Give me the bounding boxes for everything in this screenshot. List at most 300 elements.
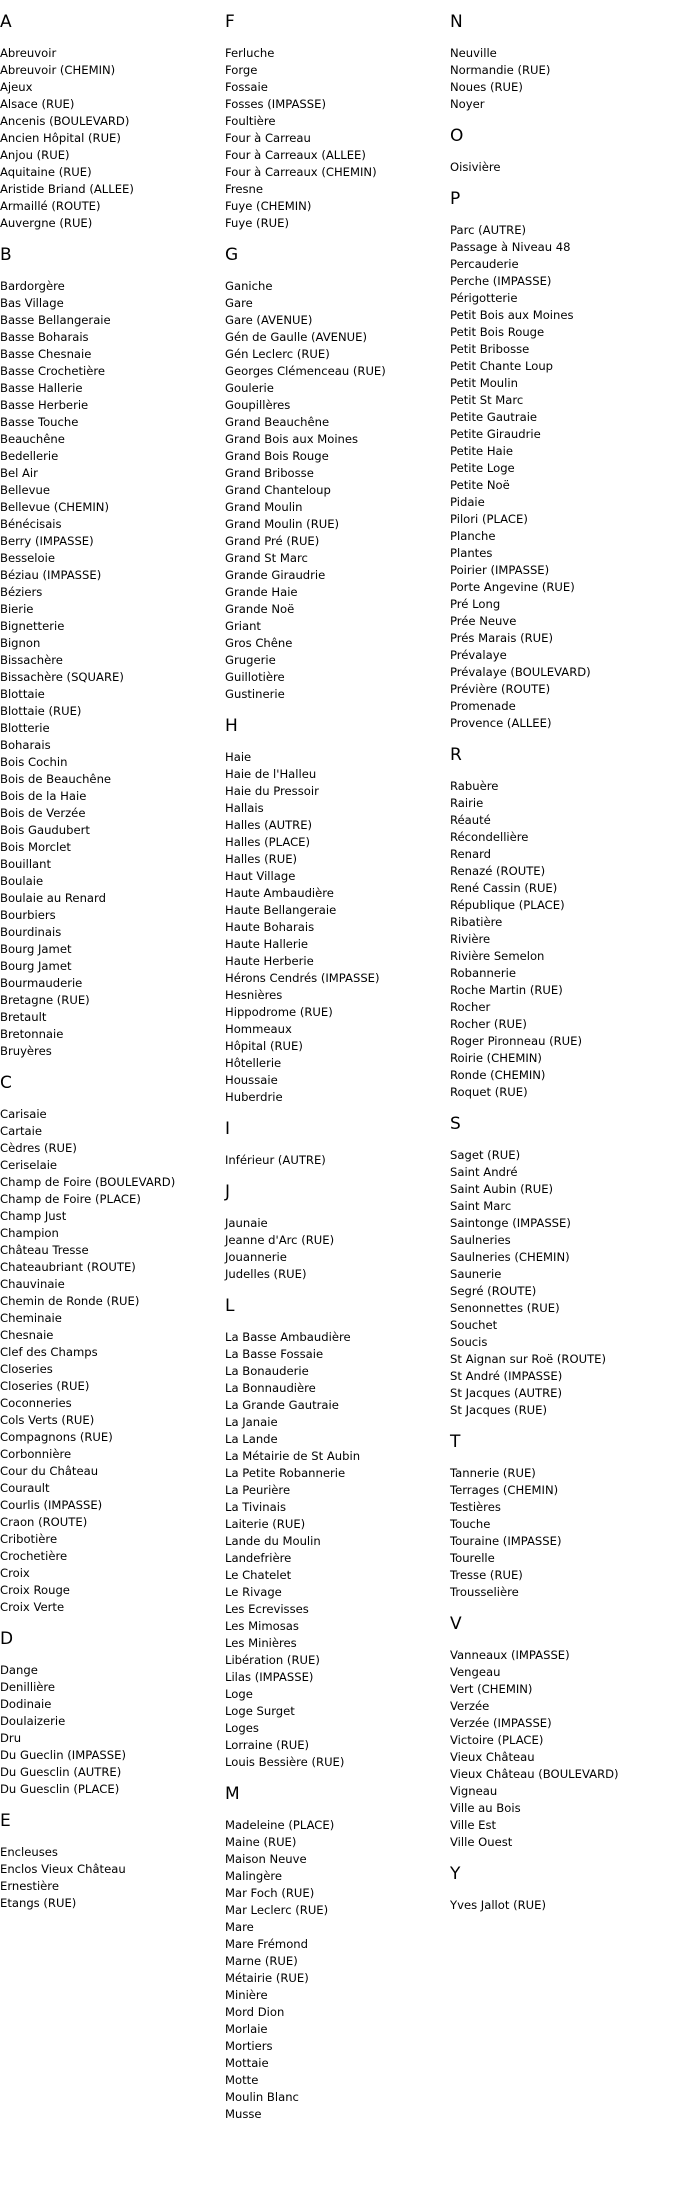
street-item: Promenade bbox=[450, 699, 516, 713]
street-item: La Bonauderie bbox=[225, 1364, 309, 1378]
street-item: Grande Noë bbox=[225, 602, 295, 616]
letter-section bbox=[450, 190, 660, 732]
street-item: Bourbiers bbox=[0, 908, 56, 922]
letter-heading: D bbox=[0, 1629, 14, 1649]
street-item: Grand Bois Rouge bbox=[225, 449, 329, 463]
street-item: Cribotière bbox=[0, 1532, 58, 1546]
street-item: Bignetterie bbox=[0, 619, 65, 633]
street-item: Percauderie bbox=[450, 257, 519, 271]
street-item: Bel Air bbox=[0, 466, 38, 480]
street-item: Bourmauderie bbox=[0, 976, 83, 990]
street-item: Haute Bellangeraie bbox=[225, 903, 337, 917]
street-list bbox=[225, 749, 435, 1106]
street-list bbox=[225, 45, 435, 232]
street-item: Porte Angevine (RUE) bbox=[450, 580, 575, 594]
street-item: Ajeux bbox=[0, 80, 33, 94]
street-list bbox=[0, 45, 210, 232]
street-item: Saint André bbox=[450, 1165, 518, 1179]
street-item: Ville Est bbox=[450, 1818, 497, 1832]
letter-heading: V bbox=[450, 1614, 462, 1634]
street-item: Château Tresse bbox=[0, 1243, 89, 1257]
street-item: Ribatière bbox=[450, 915, 503, 929]
street-item: Saint Aubin (RUE) bbox=[450, 1182, 554, 1196]
street-item: Le Chatelet bbox=[225, 1568, 292, 1582]
street-item: Anjou (RUE) bbox=[0, 148, 70, 162]
letter-section bbox=[0, 1812, 210, 1912]
street-list bbox=[225, 1329, 435, 1771]
street-item: Lande du Moulin bbox=[225, 1534, 321, 1548]
street-item: St Jacques (AUTRE) bbox=[450, 1386, 562, 1400]
street-item: Bois Cochin bbox=[0, 755, 68, 769]
street-item: Neuville bbox=[450, 46, 497, 60]
street-item: Motte bbox=[225, 2073, 259, 2087]
street-item: Gén de Gaulle (AVENUE) bbox=[225, 330, 368, 344]
street-item: Pidaie bbox=[450, 495, 485, 509]
street-item: Rivière bbox=[450, 932, 491, 946]
street-item: Libération (RUE) bbox=[225, 1653, 320, 1667]
street-item: Houssaie bbox=[225, 1073, 278, 1087]
street-item: Rabuère bbox=[450, 779, 499, 793]
street-item: Mortiers bbox=[225, 2039, 273, 2053]
street-item: Etangs (RUE) bbox=[0, 1896, 77, 1910]
street-item: Prévalaye bbox=[450, 648, 507, 662]
street-item: Bénécisais bbox=[0, 517, 62, 531]
street-item: Tresse (RUE) bbox=[450, 1568, 523, 1582]
street-item: Coconneries bbox=[0, 1396, 72, 1410]
street-item: Pré Long bbox=[450, 597, 501, 611]
street-item: Halles (PLACE) bbox=[225, 835, 311, 849]
street-item: Saint Marc bbox=[450, 1199, 512, 1213]
street-item: Hesnières bbox=[225, 988, 283, 1002]
street-item: Fuye (RUE) bbox=[225, 216, 289, 230]
street-item: Normandie (RUE) bbox=[450, 63, 551, 77]
street-item: Mar Leclerc (RUE) bbox=[225, 1903, 329, 1917]
letter-section bbox=[225, 246, 435, 703]
street-item: Gare (AVENUE) bbox=[225, 313, 313, 327]
street-item: Carisaie bbox=[0, 1107, 47, 1121]
street-item: Grand Moulin bbox=[225, 500, 303, 514]
street-item: Bouillant bbox=[0, 857, 52, 871]
street-item: Grand Bois aux Moines bbox=[225, 432, 359, 446]
letter-section bbox=[0, 1074, 210, 1616]
letter-heading: S bbox=[450, 1114, 461, 1134]
street-item: Grand Bribosse bbox=[225, 466, 314, 480]
street-item: La Métairie de St Aubin bbox=[225, 1449, 361, 1463]
street-item: Petite Noë bbox=[450, 478, 510, 492]
street-item: Vengeau bbox=[450, 1665, 501, 1679]
street-item: Prés Marais (RUE) bbox=[450, 631, 553, 645]
street-item: Malingère bbox=[225, 1869, 283, 1883]
letter-section bbox=[0, 1630, 210, 1798]
street-item: Berry (IMPASSE) bbox=[0, 534, 94, 548]
street-item: Chauvinaie bbox=[0, 1277, 65, 1291]
letter-section bbox=[0, 246, 210, 1060]
street-item: Fossaie bbox=[225, 80, 268, 94]
street-item: Gros Chêne bbox=[225, 636, 293, 650]
street-item: Ville Ouest bbox=[450, 1835, 513, 1849]
street-item: Blotterie bbox=[0, 721, 50, 735]
street-item: Forge bbox=[225, 63, 258, 77]
street-item: La Janaie bbox=[225, 1415, 278, 1429]
street-item: Ronde (CHEMIN) bbox=[450, 1068, 546, 1082]
letter-heading: M bbox=[225, 1784, 240, 1804]
street-item: Pilori (PLACE) bbox=[450, 512, 528, 526]
letter-heading: P bbox=[450, 189, 461, 209]
street-item: Basse Hallerie bbox=[0, 381, 83, 395]
street-item: Ancenis (BOULEVARD) bbox=[0, 114, 130, 128]
letter-section bbox=[450, 746, 660, 1101]
street-item: Hallais bbox=[225, 801, 264, 815]
street-item: Mottaie bbox=[225, 2056, 269, 2070]
street-item: Trousselière bbox=[450, 1585, 519, 1599]
street-item: La Bonnaudière bbox=[225, 1381, 316, 1395]
street-item: Robannerie bbox=[450, 966, 517, 980]
street-item: Enclos Vieux Château bbox=[0, 1862, 126, 1876]
street-item: Armaillé (ROUTE) bbox=[0, 199, 101, 213]
street-item: Saget (RUE) bbox=[450, 1148, 521, 1162]
street-list bbox=[0, 278, 210, 1060]
street-item: Grand Moulin (RUE) bbox=[225, 517, 340, 531]
street-item: Madeleine (PLACE) bbox=[225, 1818, 335, 1832]
street-item: Grand Chanteloup bbox=[225, 483, 331, 497]
letter-heading: H bbox=[225, 716, 238, 736]
street-item: Petit Bribosse bbox=[450, 342, 530, 356]
street-item: Ancien Hôpital (RUE) bbox=[0, 131, 121, 145]
letter-section bbox=[450, 1115, 660, 1419]
street-item: Huberdrie bbox=[225, 1090, 283, 1104]
letter-heading: T bbox=[450, 1432, 461, 1452]
letter-heading: O bbox=[450, 126, 464, 146]
street-item: La Peurière bbox=[225, 1483, 291, 1497]
street-item: Abreuvoir (CHEMIN) bbox=[0, 63, 116, 77]
street-item: Petite Haie bbox=[450, 444, 514, 458]
column-3 bbox=[450, 0, 660, 1926]
street-item: La Tivinais bbox=[225, 1500, 286, 1514]
street-item: Bois Gaudubert bbox=[0, 823, 90, 837]
street-list bbox=[225, 278, 435, 703]
street-item: Victoire (PLACE) bbox=[450, 1733, 544, 1747]
street-item: Minière bbox=[225, 1988, 268, 2002]
street-item: Les Minières bbox=[225, 1636, 297, 1650]
street-item: Alsace (RUE) bbox=[0, 97, 75, 111]
street-item: Dange bbox=[0, 1663, 38, 1677]
street-list bbox=[225, 1215, 435, 1283]
street-item: René Cassin (RUE) bbox=[450, 881, 558, 895]
street-item: Basse Touche bbox=[0, 415, 79, 429]
letter-section bbox=[225, 1120, 435, 1169]
street-item: Cèdres (RUE) bbox=[0, 1141, 77, 1155]
street-item: Hérons Cendrés (IMPASSE) bbox=[225, 971, 380, 985]
street-list bbox=[450, 778, 660, 1101]
street-item: Laiterie (RUE) bbox=[225, 1517, 306, 1531]
street-item: Du Gueclin (IMPASSE) bbox=[0, 1748, 126, 1762]
street-item: Béziers bbox=[0, 585, 43, 599]
letter-heading: I bbox=[225, 1119, 231, 1139]
street-item: Jaunaie bbox=[225, 1216, 268, 1230]
street-item: St Jacques (RUE) bbox=[450, 1403, 547, 1417]
letter-heading: J bbox=[225, 1182, 231, 1202]
street-item: Rocher bbox=[450, 1000, 491, 1014]
letter-heading: Y bbox=[450, 1864, 461, 1884]
street-item: Soucis bbox=[450, 1335, 488, 1349]
street-item: Touche bbox=[450, 1517, 491, 1531]
street-item: Saulneries bbox=[450, 1233, 511, 1247]
street-item: Bourg Jamet bbox=[0, 942, 72, 956]
street-item: Rocher (RUE) bbox=[450, 1017, 527, 1031]
letter-heading: B bbox=[0, 245, 12, 265]
street-item: Inférieur (AUTRE) bbox=[225, 1153, 326, 1167]
street-item: Petit Bois Rouge bbox=[450, 325, 545, 339]
letter-section bbox=[450, 1865, 660, 1914]
letter-section bbox=[225, 717, 435, 1106]
street-item: Basse Chesnaie bbox=[0, 347, 92, 361]
street-item: Poirier (IMPASSE) bbox=[450, 563, 550, 577]
street-item: Haie bbox=[225, 750, 252, 764]
letter-section bbox=[450, 1615, 660, 1851]
street-item: Compagnons (RUE) bbox=[0, 1430, 113, 1444]
street-item: Du Guesclin (AUTRE) bbox=[0, 1765, 122, 1779]
street-item: Mar Foch (RUE) bbox=[225, 1886, 315, 1900]
street-item: Oisivière bbox=[450, 160, 501, 174]
street-item: Besseloie bbox=[0, 551, 55, 565]
street-item: Haute Hallerie bbox=[225, 937, 309, 951]
street-item: République (PLACE) bbox=[450, 898, 565, 912]
street-item: Champ de Foire (BOULEVARD) bbox=[0, 1175, 176, 1189]
street-item: Basse Crochetière bbox=[0, 364, 106, 378]
street-item: Du Guesclin (PLACE) bbox=[0, 1782, 120, 1796]
street-item: Champ de Foire (PLACE) bbox=[0, 1192, 141, 1206]
street-item: Vanneaux (IMPASSE) bbox=[450, 1648, 570, 1662]
street-item: Ganiche bbox=[225, 279, 273, 293]
street-list bbox=[450, 159, 660, 176]
street-item: Closeries bbox=[0, 1362, 53, 1376]
street-item: Bretault bbox=[0, 1010, 47, 1024]
street-item: Vert (CHEMIN) bbox=[450, 1682, 533, 1696]
street-item: Rivière Semelon bbox=[450, 949, 545, 963]
street-item: Terrages (CHEMIN) bbox=[450, 1483, 559, 1497]
street-item: La Grande Gautraie bbox=[225, 1398, 339, 1412]
street-item: Griant bbox=[225, 619, 261, 633]
street-item: Vieux Château bbox=[450, 1750, 535, 1764]
street-item: Cheminaie bbox=[0, 1311, 62, 1325]
street-item: Bardorgère bbox=[0, 279, 65, 293]
street-item: Tourelle bbox=[450, 1551, 495, 1565]
street-item: Auvergne (RUE) bbox=[0, 216, 93, 230]
street-item: Courault bbox=[0, 1481, 50, 1495]
street-item: Louis Bessière (RUE) bbox=[225, 1755, 345, 1769]
street-item: Bignon bbox=[0, 636, 41, 650]
street-list bbox=[450, 45, 660, 113]
street-item: Maine (RUE) bbox=[225, 1835, 297, 1849]
street-item: Bourg Jamet bbox=[0, 959, 72, 973]
street-item: Parc (AUTRE) bbox=[450, 223, 527, 237]
street-item: Petite Gautraie bbox=[450, 410, 538, 424]
street-item: Petit Moulin bbox=[450, 376, 518, 390]
street-item: Bedellerie bbox=[0, 449, 59, 463]
letter-section bbox=[0, 13, 210, 232]
street-item: Métairie (RUE) bbox=[225, 1971, 309, 1985]
street-item: Tannerie (RUE) bbox=[450, 1466, 536, 1480]
street-item: Saintonge (IMPASSE) bbox=[450, 1216, 571, 1230]
letter-section bbox=[225, 13, 435, 232]
street-item: Loges bbox=[225, 1721, 259, 1735]
street-item: Rairie bbox=[450, 796, 484, 810]
street-item: Ceriselaie bbox=[0, 1158, 58, 1172]
street-item: Aristide Briand (ALLEE) bbox=[0, 182, 134, 196]
letter-section bbox=[225, 1785, 435, 2123]
letter-heading: A bbox=[0, 12, 12, 32]
street-list bbox=[0, 1662, 210, 1798]
letter-heading: N bbox=[450, 12, 463, 32]
street-item: Cour du Château bbox=[0, 1464, 99, 1478]
street-item: Fresne bbox=[225, 182, 263, 196]
street-item: Halles (RUE) bbox=[225, 852, 298, 866]
street-item: Roirie (CHEMIN) bbox=[450, 1051, 542, 1065]
street-item: St André (IMPASSE) bbox=[450, 1369, 563, 1383]
street-item: Grande Haie bbox=[225, 585, 298, 599]
street-item: Judelles (RUE) bbox=[225, 1267, 307, 1281]
street-item: Segré (ROUTE) bbox=[450, 1284, 537, 1298]
street-item: Perche (IMPASSE) bbox=[450, 274, 552, 288]
street-item: Moulin Blanc bbox=[225, 2090, 299, 2104]
street-list bbox=[225, 1152, 435, 1169]
street-item: Chesnaie bbox=[0, 1328, 54, 1342]
street-item: Goupillères bbox=[225, 398, 291, 412]
street-item: La Petite Robannerie bbox=[225, 1466, 346, 1480]
street-list bbox=[450, 1897, 660, 1914]
street-item: Blottaie bbox=[0, 687, 45, 701]
street-item: Hôpital (RUE) bbox=[225, 1039, 303, 1053]
street-item: Roche Martin (RUE) bbox=[450, 983, 563, 997]
street-item: Renazé (ROUTE) bbox=[450, 864, 546, 878]
street-list bbox=[0, 1106, 210, 1616]
street-item: Goulerie bbox=[225, 381, 274, 395]
street-item: Bois Morclet bbox=[0, 840, 71, 854]
street-item: Bellevue bbox=[0, 483, 51, 497]
street-item: Guillotière bbox=[225, 670, 285, 684]
street-item: Loge Surget bbox=[225, 1704, 295, 1718]
street-item: Corbonnière bbox=[0, 1447, 72, 1461]
street-item: Bois de Beauchêne bbox=[0, 772, 112, 786]
street-item: Passage à Niveau 48 bbox=[450, 240, 571, 254]
column-1 bbox=[0, 0, 210, 1924]
street-item: Prévalaye (BOULEVARD) bbox=[450, 665, 591, 679]
letter-section bbox=[450, 1433, 660, 1601]
street-item: Boulaie au Renard bbox=[0, 891, 106, 905]
street-item: Bretagne (RUE) bbox=[0, 993, 90, 1007]
street-list bbox=[450, 1147, 660, 1419]
street-item: Ville au Bois bbox=[450, 1801, 521, 1815]
street-item: Petit Chante Loup bbox=[450, 359, 554, 373]
street-item: Petit St Marc bbox=[450, 393, 524, 407]
street-item: Verzée (IMPASSE) bbox=[450, 1716, 552, 1730]
street-item: Dodinaie bbox=[0, 1697, 52, 1711]
street-item: Les Mimosas bbox=[225, 1619, 299, 1633]
street-item: Champion bbox=[0, 1226, 59, 1240]
street-item: Prévière (ROUTE) bbox=[450, 682, 551, 696]
street-item: Grande Giraudrie bbox=[225, 568, 326, 582]
street-item: Haute Ambaudière bbox=[225, 886, 334, 900]
street-item: Jouannerie bbox=[225, 1250, 287, 1264]
street-item: Souchet bbox=[450, 1318, 498, 1332]
letter-heading: G bbox=[225, 245, 239, 265]
street-item: Réauté bbox=[450, 813, 491, 827]
street-item: Denillière bbox=[0, 1680, 56, 1694]
street-item: Fosses (IMPASSE) bbox=[225, 97, 326, 111]
street-item: Four à Carreau bbox=[225, 131, 311, 145]
street-item: Basse Herberie bbox=[0, 398, 89, 412]
letter-heading: E bbox=[0, 1811, 11, 1831]
street-item: Maison Neuve bbox=[225, 1852, 307, 1866]
street-item: Mord Dion bbox=[225, 2005, 285, 2019]
letter-section bbox=[225, 1297, 435, 1771]
street-item: Encleuses bbox=[0, 1845, 58, 1859]
letter-heading: C bbox=[0, 1073, 12, 1093]
street-item: Croix bbox=[0, 1566, 30, 1580]
street-item: Crochetière bbox=[0, 1549, 68, 1563]
letter-section bbox=[225, 1183, 435, 1283]
street-item: Grugerie bbox=[225, 653, 276, 667]
street-item: Cols Verts (RUE) bbox=[0, 1413, 95, 1427]
street-item: Grand St Marc bbox=[225, 551, 308, 565]
letter-section bbox=[450, 13, 660, 113]
street-item: Petite Loge bbox=[450, 461, 515, 475]
street-item: Bois de la Haie bbox=[0, 789, 87, 803]
street-item: Haute Boharais bbox=[225, 920, 315, 934]
street-item: Courlis (IMPASSE) bbox=[0, 1498, 103, 1512]
street-item: Bierie bbox=[0, 602, 34, 616]
street-item: Mare Frémond bbox=[225, 1937, 309, 1951]
street-item: Chateaubriant (ROUTE) bbox=[0, 1260, 136, 1274]
street-item: Grand Beauchêne bbox=[225, 415, 330, 429]
street-item: Four à Carreaux (CHEMIN) bbox=[225, 165, 377, 179]
street-item: Champ Just bbox=[0, 1209, 67, 1223]
street-item: Basse Boharais bbox=[0, 330, 89, 344]
street-item: Beauchêne bbox=[0, 432, 65, 446]
street-item: Vieux Château (BOULEVARD) bbox=[450, 1767, 619, 1781]
street-item: Vigneau bbox=[450, 1784, 498, 1798]
street-item: Roger Pironneau (RUE) bbox=[450, 1034, 583, 1048]
street-item: Clef des Champs bbox=[0, 1345, 98, 1359]
letter-section bbox=[450, 127, 660, 176]
street-item: Fuye (CHEMIN) bbox=[225, 199, 312, 213]
street-item: Grand Pré (RUE) bbox=[225, 534, 320, 548]
street-item: Périgotterie bbox=[450, 291, 518, 305]
street-item: Haie de l'Halleu bbox=[225, 767, 317, 781]
street-item: Georges Clémenceau (RUE) bbox=[225, 364, 386, 378]
street-item: Haut Village bbox=[225, 869, 296, 883]
street-item: Planche bbox=[450, 529, 496, 543]
street-item: Bas Village bbox=[0, 296, 64, 310]
street-item: Bissachère (SQUARE) bbox=[0, 670, 124, 684]
street-item: Bourdinais bbox=[0, 925, 62, 939]
street-item: Loge bbox=[225, 1687, 253, 1701]
street-item: Cartaie bbox=[0, 1124, 42, 1138]
street-item: Béziau (IMPASSE) bbox=[0, 568, 102, 582]
street-item: Yves Jallot (RUE) bbox=[450, 1898, 547, 1912]
street-item: Bretonnaie bbox=[0, 1027, 64, 1041]
street-item: Hippodrome (RUE) bbox=[225, 1005, 333, 1019]
street-item: Verzée bbox=[450, 1699, 490, 1713]
street-list bbox=[450, 222, 660, 732]
street-item: Récondellière bbox=[450, 830, 529, 844]
street-item: Dru bbox=[0, 1731, 22, 1745]
street-item: Bellevue (CHEMIN) bbox=[0, 500, 109, 514]
street-item: St Aignan sur Roë (ROUTE) bbox=[450, 1352, 606, 1366]
street-item: Four à Carreaux (ALLEE) bbox=[225, 148, 366, 162]
street-item: Lilas (IMPASSE) bbox=[225, 1670, 314, 1684]
street-item: Landefrière bbox=[225, 1551, 292, 1565]
